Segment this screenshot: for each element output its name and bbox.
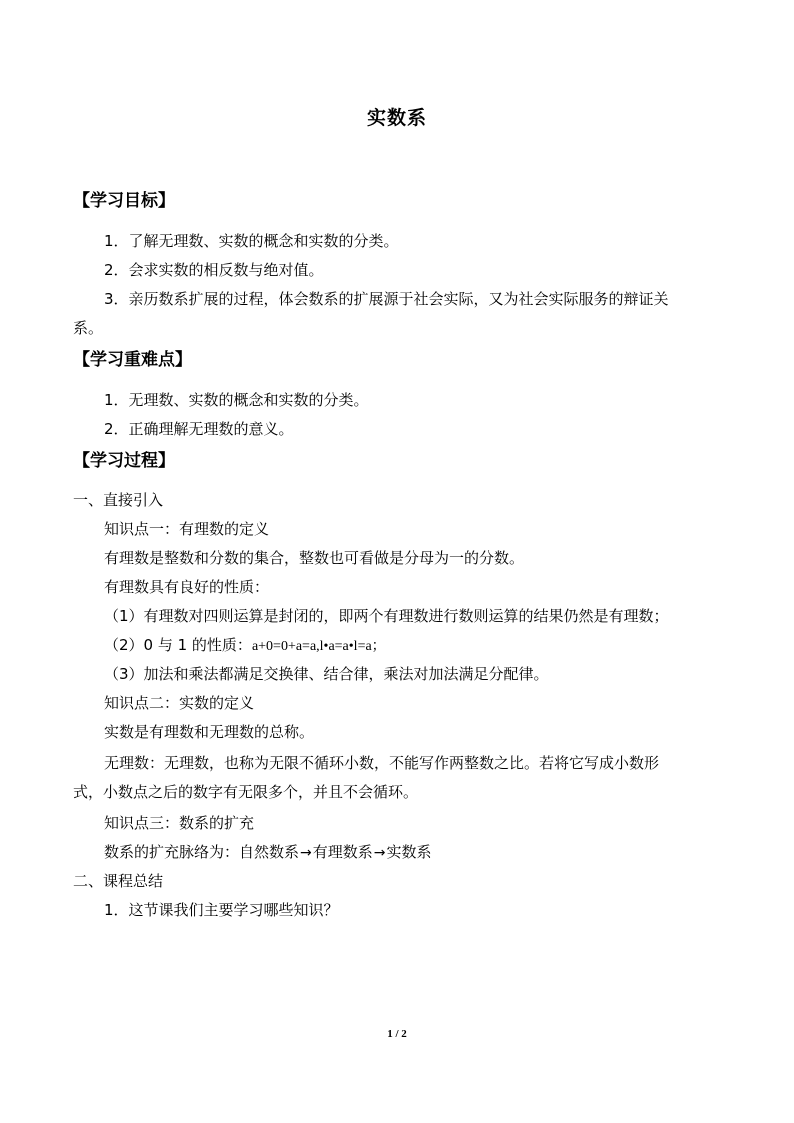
kp3-prefix: 数系的扩充脉络为：自然数系 bbox=[104, 843, 300, 861]
kp1-properties-intro: 有理数具有良好的性质： bbox=[104, 578, 270, 596]
goal-item-3: 3．亲历数系扩展的过程，体会数系的扩展源于社会实际，又为社会实际服务的辩证关 bbox=[104, 290, 669, 308]
summary-question-1: 1．这节课我们主要学习哪些知识？ bbox=[104, 901, 339, 919]
right-arrow-icon: → bbox=[300, 845, 312, 861]
right-arrow-icon: → bbox=[373, 845, 386, 861]
kp3-end: 实数系 bbox=[386, 843, 432, 861]
property-2-formula: a+0=0+a=a,l•a=a•l=a； bbox=[251, 639, 386, 654]
part2-title: 二、课程总结 bbox=[73, 872, 164, 890]
part1-title: 一、直接引入 bbox=[73, 491, 164, 509]
property-3: （3）加法和乘法都满足交换律、结合律，乘法对加法满足分配律。 bbox=[104, 665, 549, 683]
kp1-definition: 有理数是整数和分数的集合，整数也可看做是分母为一的分数。 bbox=[104, 549, 525, 567]
kp1-title: 知识点一：有理数的定义 bbox=[104, 520, 270, 538]
goal-item-1: 1．了解无理数、实数的概念和实数的分类。 bbox=[104, 232, 399, 250]
property-1: （1）有理数对四则运算是封闭的，即两个有理数进行数则运算的结果仍然是有理数； bbox=[104, 607, 669, 625]
section-heading-goals: 【学习目标】 bbox=[73, 191, 175, 211]
property-2 bbox=[104, 635, 386, 657]
kp2-irrational-line1: 无理数：无理数，也称为无限不循环小数，不能写作两整数之比。若将它写成小数形 bbox=[104, 754, 660, 772]
kp3-title: 知识点三：数系的扩充 bbox=[104, 814, 255, 832]
key-point-item-1: 1．无理数、实数的概念和实数的分类。 bbox=[104, 391, 369, 409]
kp2-definition: 实数是有理数和无理数的总称。 bbox=[104, 723, 315, 741]
key-point-item-2: 2．正确理解无理数的意义。 bbox=[104, 420, 294, 438]
kp2-title: 知识点二：实数的定义 bbox=[104, 694, 255, 712]
section-heading-process: 【学习过程】 bbox=[73, 451, 175, 471]
goal-item-3-continued: 系。 bbox=[73, 319, 104, 337]
goal-item-2: 2．会求实数的相反数与绝对值。 bbox=[104, 261, 324, 279]
page-number: 1 / 2 bbox=[387, 1028, 407, 1040]
kp2-irrational-line2: 式，小数点之后的数字有无限多个，并且不会循环。 bbox=[73, 783, 419, 801]
property-2-prefix: （2）0 与 1 的性质： bbox=[104, 636, 252, 654]
kp3-expansion-line bbox=[104, 842, 432, 863]
section-heading-key-points: 【学习重难点】 bbox=[73, 350, 192, 370]
kp3-mid: 有理数系 bbox=[312, 843, 373, 861]
page-title: 实数系 bbox=[366, 107, 427, 129]
